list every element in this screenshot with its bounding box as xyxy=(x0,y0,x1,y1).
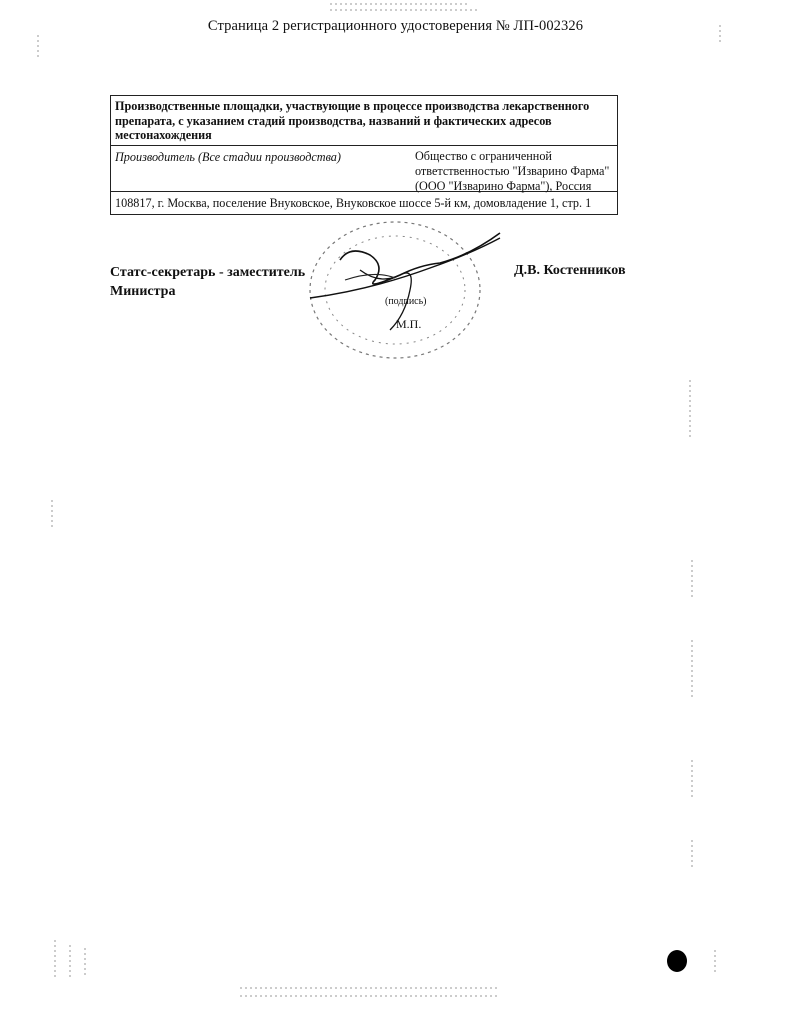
producer-name-line: (ООО "Изварино Фарма"), Россия xyxy=(415,179,592,193)
production-sites-table xyxy=(110,95,618,215)
producer-name-line: Общество с ограниченной xyxy=(415,149,552,163)
signatory-position xyxy=(110,263,305,301)
signature-caption: (подпись) xyxy=(385,296,427,307)
producer-address: 108817, г. Москва, поселение Внуковское, Внуковское шоссе 5-й км, домовладение 1, стр. 1 xyxy=(115,196,592,210)
seal-stamp-and-signature xyxy=(300,220,520,370)
table-row xyxy=(111,146,617,192)
signatory-position-line: Статс-секретарь - заместитель xyxy=(110,265,306,280)
punch-hole-mark xyxy=(667,950,687,972)
table-heading: Производственные площадки, участвующие в процессе производства лекарственного препарата, с указанием стадий производства, названий и фактических адресов местонахождения xyxy=(111,96,617,146)
signatory-position-line: Министра xyxy=(110,284,176,299)
producer-name xyxy=(411,146,617,191)
page-title: Страница 2 регистрационного удостоверения № ЛП-002326 xyxy=(207,18,584,34)
signatory-name: Д.В. Костенников xyxy=(514,263,626,278)
producer-name-line: ответственностью "Изварино Фарма" xyxy=(415,164,610,178)
seal-caption: М.П. xyxy=(396,317,422,331)
producer-label: Производитель (Все стадии производства) xyxy=(115,150,341,164)
